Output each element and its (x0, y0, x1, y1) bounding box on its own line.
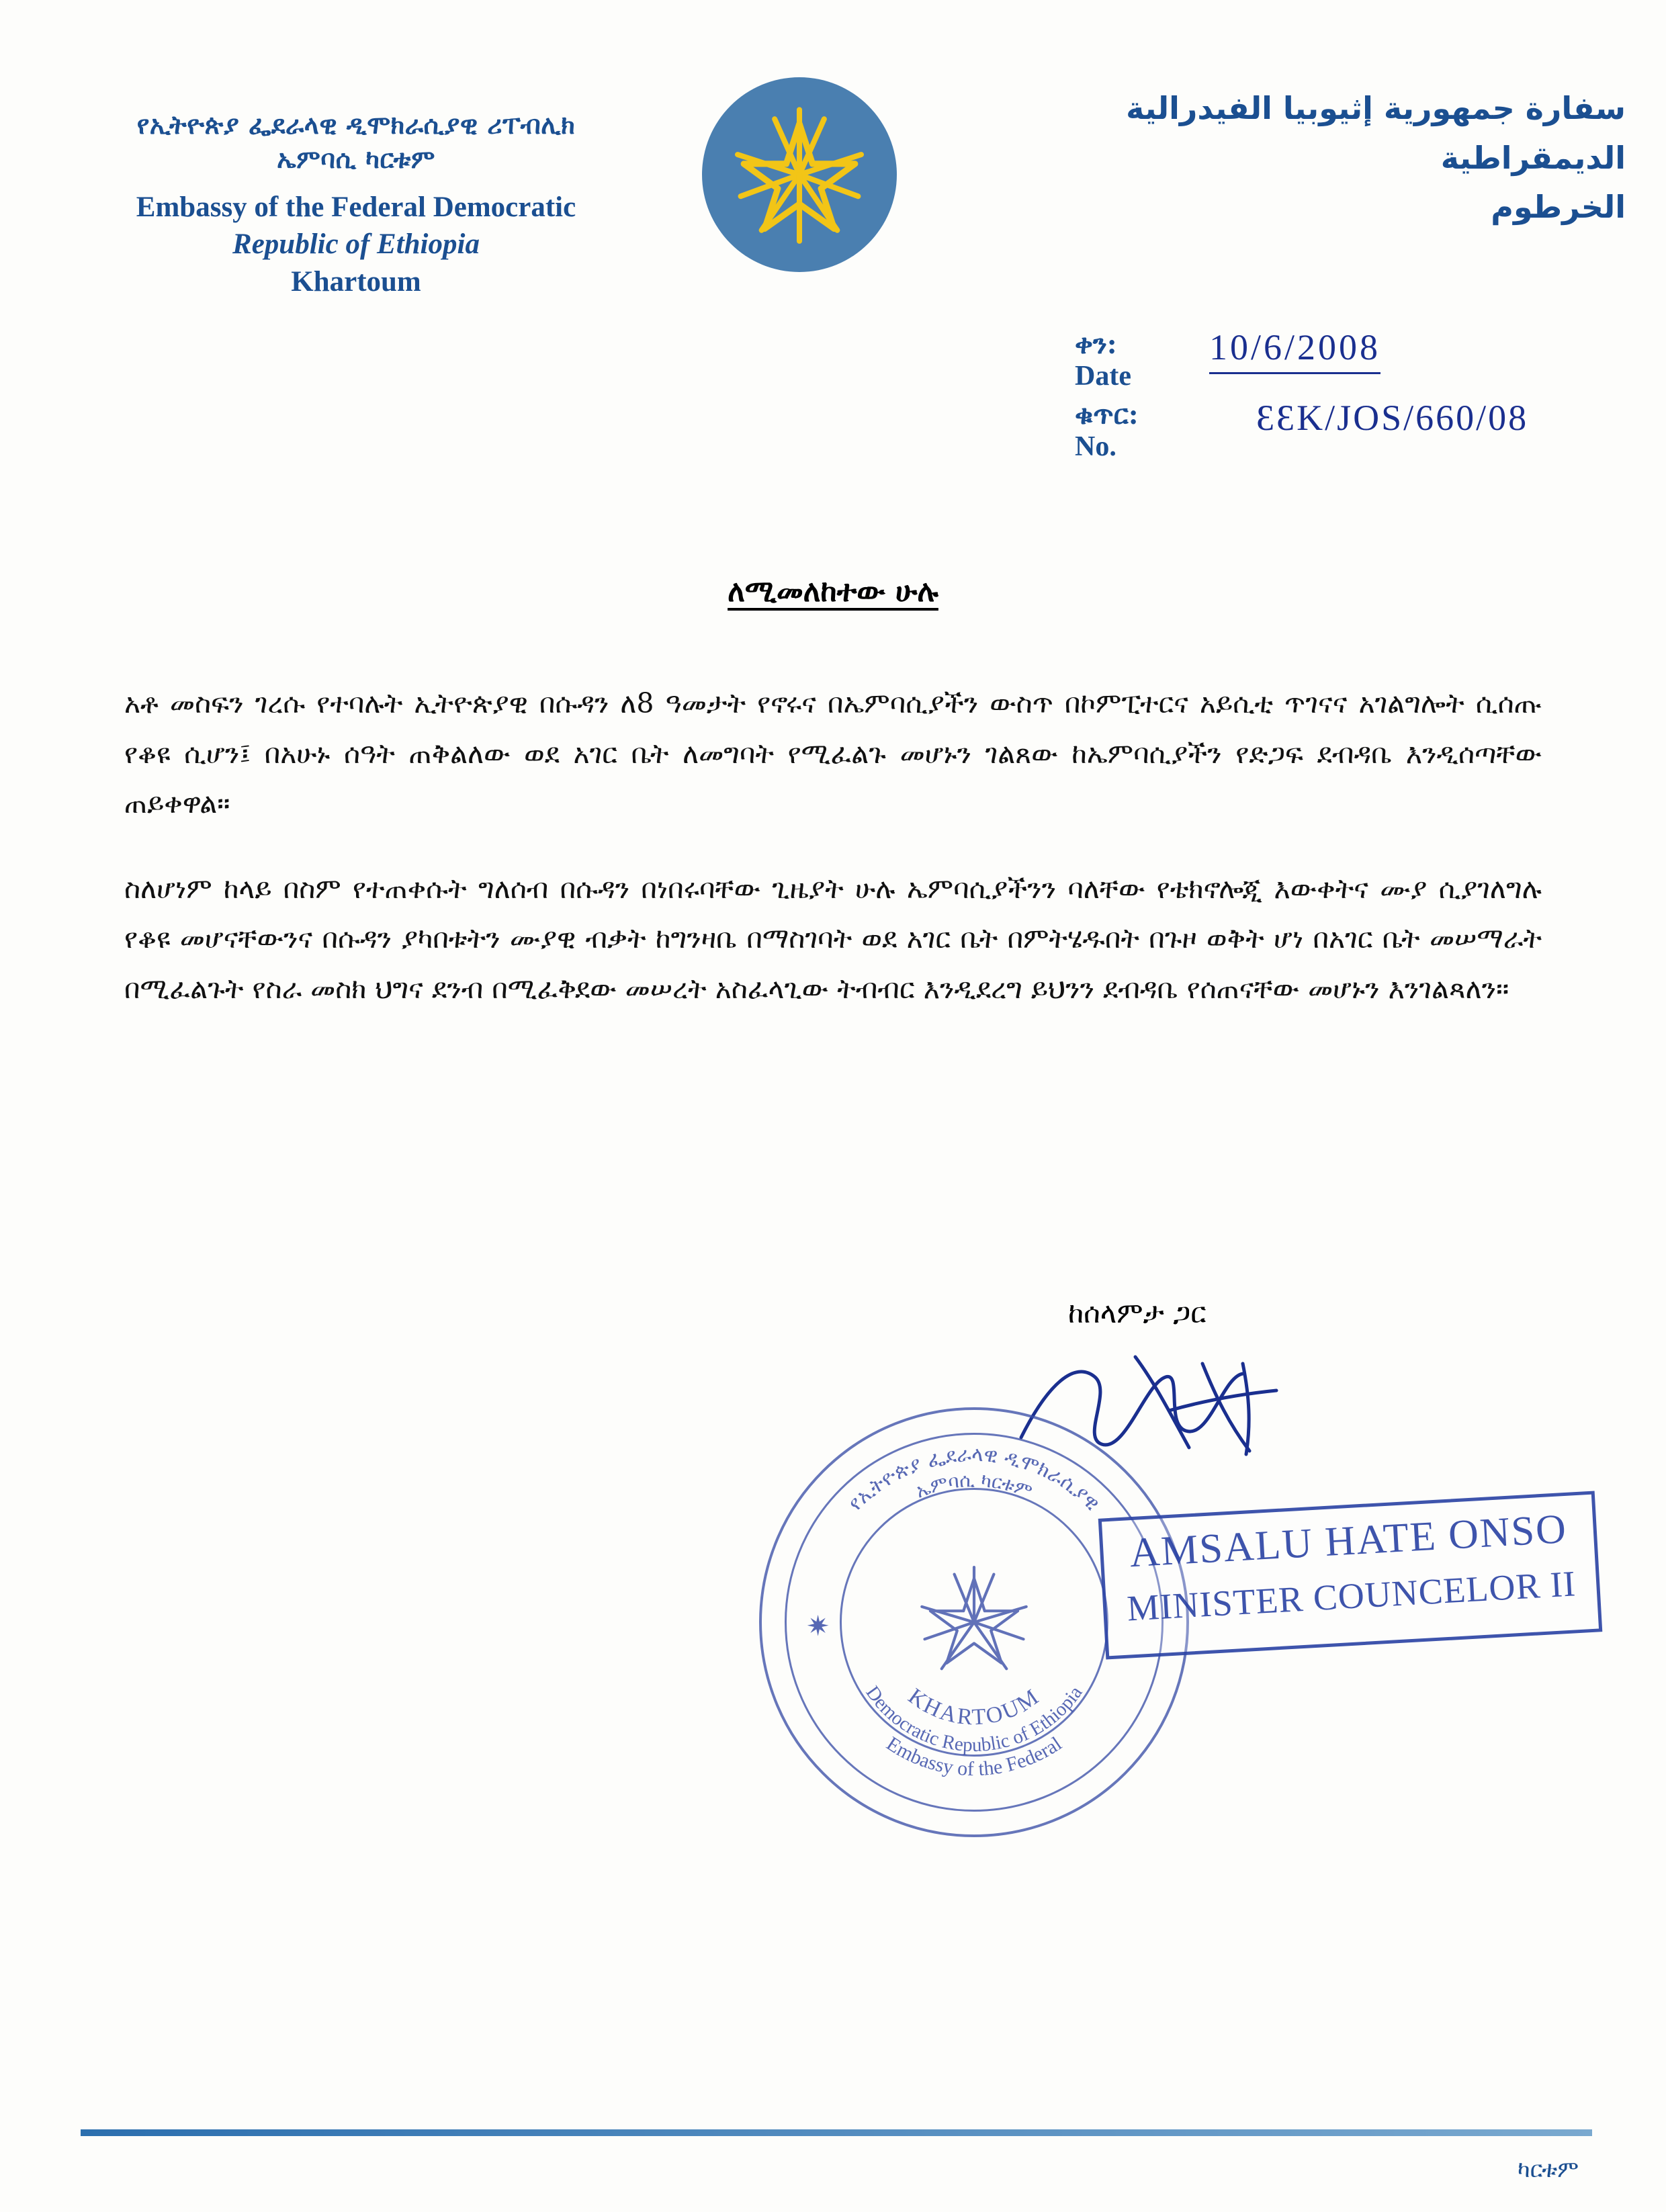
date-value: 10/6/2008 (1209, 326, 1380, 374)
letterhead-right (927, 84, 1626, 232)
officer-name-stamp (1098, 1491, 1603, 1660)
svg-text:✷: ✷ (806, 1611, 830, 1642)
embassy-city-arabic: الخرطوم (1491, 189, 1626, 226)
embassy-name-amharic-line2: ኤምባሲ ካርቱም (277, 144, 435, 175)
letterhead (0, 47, 1666, 336)
date-label-english: Date (1075, 361, 1131, 392)
ethiopian-star-emblem-icon (702, 77, 897, 272)
svg-text:Embassy of the Federal: Embassy of the Federal (882, 1732, 1066, 1781)
number-label-amharic: ቁጥር: (1075, 399, 1139, 431)
number-label (1075, 400, 1139, 463)
svg-text:KHARTOUM: KHARTOUM (904, 1683, 1045, 1730)
embassy-name-arabic-line1: سفارة جمهورية إثيوبيا الفيدرالية (1126, 90, 1626, 126)
letterhead-left (40, 107, 672, 301)
embassy-name-arabic-line2: الديمقراطية (1440, 139, 1626, 176)
date-label (1075, 329, 1131, 392)
svg-text:ኤምባሲ ካርቱም: ኤምባሲ ካርቱም (912, 1468, 1036, 1503)
svg-text:የኢትዮጵያ ፌደራላዊ ዲሞክራሲያዊ: የኢትዮጵያ ፌደራላዊ ዲሞክራሲያዊ (844, 1442, 1104, 1516)
embassy-city-english: Khartoum (291, 266, 421, 298)
stamp-star-icon (904, 1552, 1045, 1693)
letter-meta (1075, 329, 1632, 470)
embassy-name-english-line1: Embassy of the Federal Democratic (136, 191, 576, 223)
letter-paragraph: ስለሆነም ከላይ በስም የተጠቀሱት ግለሰብ በሱዳን በነበሩባቸው ጊዜያት ሁሉ ኤምባሲያችንን ባለቸው የቴክኖሎጂ እውቀትና ሙያ ሲያገለግሉ የቆዩ መሆናቸውንና በሱዳን ያካበቱትን ሙያዊ ብቃት ከግንዛቤ በማስገባት ወደ አገር ቤት በምትሄዱበት በጉዞ ወቅት ሆነ በአገር ቤት መሠማራት በሚፈልጉት የስራ መስክ ህግና ደንብ በሚፈቅደው መሠረት አስፈላጊው ትብብር እንዲደረግ ይህንን ደብዳቤ የሰጠናቸው መሆኑን እንገልጻለን። (124, 872, 1542, 1006)
embassy-name-amharic-line1: የኢትዮጵያ ፌደራላዊ ዲሞክራሲያዊ ሪፐብሊክ (136, 109, 576, 140)
date-row (1075, 329, 1632, 400)
embassy-name-english (40, 189, 672, 302)
officer-title: MINISTER COUNCELOR II (1126, 1563, 1577, 1629)
letter-paragraph: አቶ መስፍን ገረሱ የተባሉት ኢትዮጵያዊ በሱዳን ለ8 ዓመታት የኖሩና በኤምባሲያችን ውስጥ በኮምፒተርና አይሲቲ ጥገናና አገልግሎት ሲሰጡ የቆዩ ሲሆን፤ በአሁኑ ሰዓት ጠቅልለው ወደ አገር ቤት ለመግባት የሚፈልጉ መሆኑን ገልጸው ከኤምባሲያችን የድጋፍ ደብዳቤ እንዲሰጣቸው ጠይቀዋል። (124, 687, 1542, 820)
letter-subject-text: ለሚመለከተው ሁሉ (728, 574, 938, 609)
embassy-name-arabic (927, 84, 1626, 232)
footer-divider (81, 2129, 1592, 2136)
svg-text:Democratic Republic of Ethiopi: Democratic Republic of Ethiopia (861, 1682, 1087, 1757)
letter-subject (0, 574, 1666, 609)
signature-area (712, 1337, 1577, 1807)
reference-number-value: ƐƐK/JOS/660/08 (1256, 398, 1529, 438)
number-label-english: No. (1075, 431, 1116, 462)
embassy-name-amharic (40, 107, 672, 177)
date-label-amharic: ቀን: (1075, 328, 1117, 360)
embassy-name-english-line2: Republic of Ethiopia (232, 228, 480, 261)
letter-closing: ከሰላምታ ጋር (1068, 1296, 1207, 1329)
letter-body (124, 678, 1542, 1049)
officer-name: AMSALU HATE ONSO (1128, 1505, 1569, 1577)
footer-text: ካርቱም (1518, 2156, 1579, 2183)
reference-number-row (1075, 400, 1632, 470)
